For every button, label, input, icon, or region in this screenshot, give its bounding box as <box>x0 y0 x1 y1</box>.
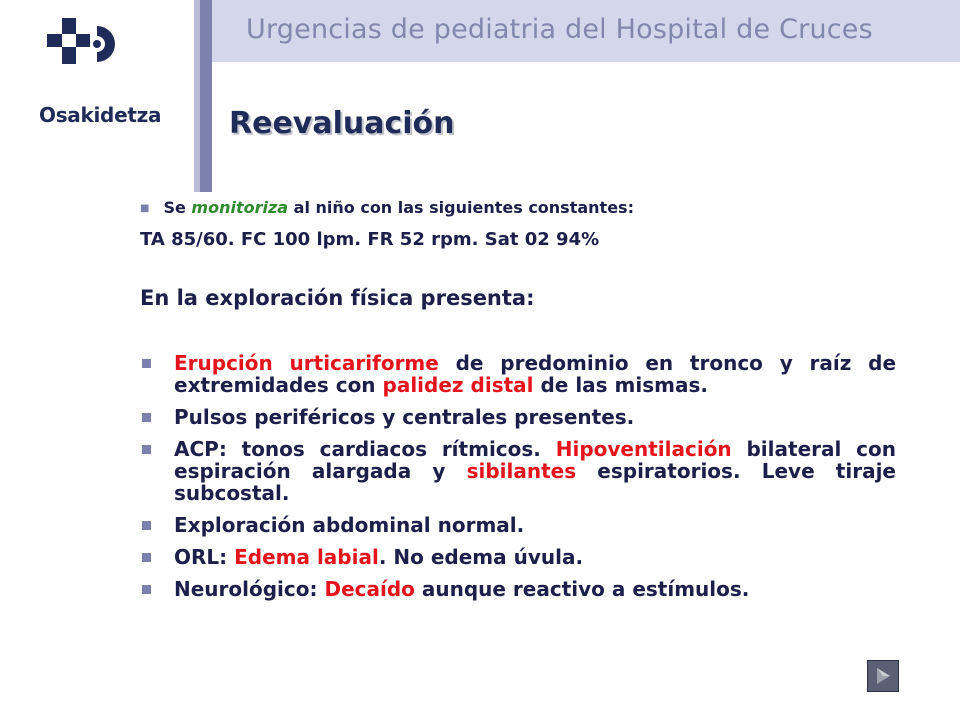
list-item <box>140 546 896 568</box>
logo-text: Osakidetza <box>39 103 162 127</box>
osakidetza-logo-icon <box>47 18 117 88</box>
highlight-text: Hipoventilación <box>555 437 732 461</box>
next-arrow-icon <box>872 665 894 687</box>
bullet-icon <box>142 413 151 422</box>
intro-after: al niño con las siguientes constantes: <box>288 198 634 217</box>
finding-text: aunque reactivo a estímulos. <box>414 577 750 601</box>
bullet-icon <box>142 359 151 368</box>
finding-text: ORL: <box>174 545 235 569</box>
finding-text: ACP: tonos cardiacos rítmicos. <box>174 437 556 461</box>
slide-title: Reevaluación <box>229 106 455 141</box>
list-item <box>140 352 896 396</box>
bullet-icon: ■ <box>140 203 150 214</box>
finding-text: de predominio en tronco y raíz de extremidades con <box>174 351 897 397</box>
highlight-text: Erupción urticariforme <box>174 351 439 375</box>
finding-text: Exploración abdominal normal. <box>174 513 525 537</box>
bullet-icon <box>142 553 151 562</box>
finding-text: espiratorios. Leve tiraje subcostal. <box>174 459 896 505</box>
list-item <box>140 514 896 536</box>
vital-signs: TA 85/60. FC 100 lpm. FR 52 rpm. Sat 02 94% <box>140 229 600 250</box>
next-slide-button[interactable] <box>867 660 899 692</box>
bullet-icon <box>142 521 151 530</box>
list-item <box>140 578 896 600</box>
list-item <box>140 438 896 504</box>
highlight-text: palidez distal <box>382 373 534 397</box>
intro-before: Se <box>163 198 192 217</box>
highlight-text: Edema labial <box>234 545 379 569</box>
highlight-text: sibilantes <box>466 459 577 483</box>
highlight-text: Decaído <box>324 577 415 601</box>
finding-text: Neurológico: <box>174 577 325 601</box>
bullet-icon <box>142 445 151 454</box>
list-item <box>140 406 896 428</box>
finding-text: . No edema úvula. <box>378 545 584 569</box>
exam-heading: En la exploración física presenta: <box>140 286 535 310</box>
intro-line <box>140 198 634 217</box>
finding-text: de las mismas. <box>533 373 708 397</box>
finding-text: bilateral con espiración alargada y <box>174 437 896 483</box>
finding-text: Pulsos periféricos y centrales presentes. <box>174 405 635 429</box>
accent-bar-dark <box>200 0 212 192</box>
findings-list <box>140 352 896 610</box>
header-title: Urgencias de pediatria del Hospital de Cruces <box>246 14 873 45</box>
intro-emphasis: monitoriza <box>191 198 289 217</box>
bullet-icon <box>142 585 151 594</box>
